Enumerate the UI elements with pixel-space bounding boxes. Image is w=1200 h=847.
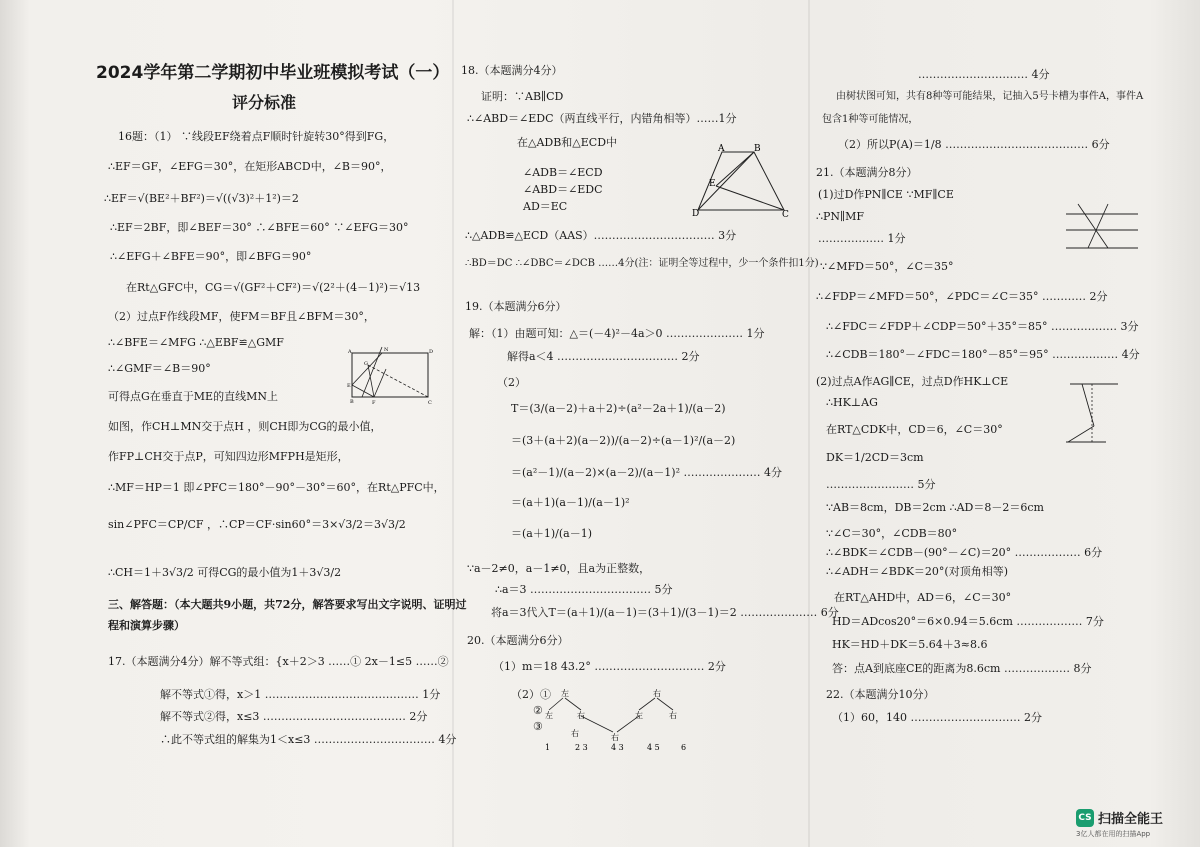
q20-continued: （2）所以P(A)＝1/8 ………………………………… 6分 (838, 138, 1110, 151)
tree-number: 2 3 (575, 743, 588, 752)
fig-label: E (347, 383, 351, 389)
tree-number: 4 5 (647, 743, 660, 752)
q19-line: T＝(3/(a－2)＋a＋2)÷(a²－2a＋1)/(a－2) (511, 402, 726, 415)
q19-line: 解：（1）由题可知：△＝(－4)²－4a＞0 ………………… 1分 (469, 327, 765, 340)
q20-line: ③ (533, 720, 543, 733)
q19-line: ＝(a＋1)/(a－1) (511, 527, 592, 540)
fig-label: A (718, 144, 725, 154)
q20-line: 20.（本题满分6分） (467, 634, 569, 647)
fig-label: D (692, 209, 700, 218)
q19-line: ∵a－2≠0，a－1≠0，且a为正整数， (467, 562, 651, 575)
fig-label: C (428, 400, 432, 406)
fig-label: E (709, 179, 716, 189)
scanner-logo-icon: CS (1076, 809, 1094, 827)
q19-line: 将a＝3代入T＝(a＋1)/(a－1)＝(3＋1)/(3－1)＝2 ………………… 6分 (491, 606, 839, 619)
q16-line: ∴EF＝GF，∠EFG＝30°，在矩形ABCD中，∠B＝90°， (108, 160, 392, 173)
tree-node: 右 (611, 733, 619, 742)
q18-line: ∴△ADB≌△ECD（AAS）…………………………… 3分 (465, 229, 737, 242)
q21-line: ∴∠FDP＝∠MFD＝50°，∠PDC＝∠C＝35° ………… 2分 (816, 290, 1108, 303)
q21-line: (1)过D作PN∥CE ∵MF∥CE (818, 188, 954, 201)
tree-diagram (541, 680, 711, 752)
middle-column (455, 0, 839, 847)
left-column (0, 0, 467, 847)
lamp-geometry-figure (1062, 378, 1122, 450)
fig-label: D (429, 349, 434, 355)
q19-line: ∴a＝3 …………………………… 5分 (495, 583, 673, 596)
q21-line: HK＝HD＋DK＝5.64＋3≈8.6 (832, 638, 988, 651)
tree-node: 右 (571, 729, 579, 738)
q16-line: ∴∠GMF＝∠B＝90° (108, 362, 211, 375)
tree-number: 6 (681, 743, 687, 752)
tree-node: 左 (545, 711, 553, 720)
q18-line: 18.（本题满分4分） (461, 64, 563, 77)
q16-line: ∴∠EFG＋∠BFE＝90°，即∠BFG＝90° (110, 250, 312, 263)
q18-line: 在△ADB和△ECD中 (517, 136, 618, 149)
q19-line: ＝(a²－1)/(a－2)×(a－2)/(a－1)² ………………… 4分 (511, 466, 782, 479)
q18-line: ∠ADB＝∠ECD (523, 166, 603, 179)
q17-line: ∴此不等式组的解集为1＜x≤3 …………………………… 4分 (160, 733, 457, 746)
q21-line: ∴∠FDC＝∠FDP＋∠CDP＝50°＋35°＝85° ……………… 3分 (826, 320, 1139, 333)
q16-line: ∴MF＝HP＝1 即∠PFC＝180°－90°－30°＝60°，在Rt△PFC中， (108, 481, 445, 494)
q16-line: （2）过点F作线段MF，使FM＝BF且∠BFM＝30°， (108, 310, 375, 323)
q21-line: ∵∠C＝30°，∠CDB＝80° (826, 527, 958, 540)
q20-line: （1）m＝18 43.2° ………………………… 2分 (493, 660, 726, 673)
trapezoid-geometry-figure (692, 142, 790, 218)
fig-label: A (348, 349, 352, 355)
section-heading: 程和演算步骤） (108, 619, 185, 632)
q21-line: ∵∠MFD＝50°，∠C＝35° (820, 260, 954, 273)
q16-line: sin∠PFC＝CP/CF ，∴CP＝CF·sin60°＝3×√3/2＝3√3/2 (108, 518, 406, 531)
q19-line: 19.（本题满分6分） (465, 300, 567, 313)
q21-line: 21.（本题满分8分） (816, 166, 918, 179)
fig-label: N (384, 347, 389, 353)
q21-line: ∵AB＝8cm，DB＝2cm ∴AD＝8－2＝6cm (826, 501, 1044, 514)
tree-node: 右 (577, 711, 585, 720)
right-column (812, 0, 1200, 847)
tree-node: 左 (561, 689, 569, 698)
fig-label: G (364, 361, 368, 367)
q21-line: ……………… 1分 (818, 232, 906, 245)
q16-line: 如图，作CH⊥MN交于点H ，则CH即为CG的最小值， (108, 420, 382, 433)
q21-line: ∴∠BDK＝∠CDB－(90°－∠C)＝20° ……………… 6分 (826, 546, 1103, 559)
q18-line: ∴BD＝DC ∴∠DBC＝∠DCB ……4分(注：证明全等过程中，少一个条件扣1分) (465, 258, 819, 269)
q21-line: 在RT△AHD中，AD＝6，∠C＝30° (834, 591, 1012, 604)
q21-line: ∴∠CDB＝180°－∠FDC＝180°－85°＝95° ……………… 4分 (826, 348, 1140, 361)
q22-line: 22.（本题满分10分） (826, 688, 935, 701)
q18-line: ∴∠ABD＝∠EDC（两直线平行，内错角相等）……1分 (467, 112, 737, 125)
q21-line: HD＝ADcos20°＝6×0.94＝5.6cm ……………… 7分 (832, 615, 1104, 628)
page-subtitle: 评分标准 (232, 93, 297, 112)
tree-node: 左 (635, 711, 643, 720)
q16-line: 作FP⊥CH交于点P，可知四边形MFPH是矩形， (108, 450, 349, 463)
tree-number: 1 (545, 743, 551, 752)
q16-line: 可得点G在垂直于ME的直线MN上 (108, 390, 278, 403)
q20-line: ② (533, 704, 543, 717)
q20-continued: ………………………… 4分 (918, 68, 1050, 81)
q20-line: （2）① (511, 688, 551, 701)
q20-continued: 包含1种等可能情况， (822, 114, 919, 125)
q19-line: （2） (497, 376, 526, 389)
q18-line: AD＝EC (523, 200, 568, 213)
q21-line: DK＝1/2CD＝3cm (826, 451, 924, 464)
fig-label: B (754, 144, 761, 154)
tree-node: 右 (669, 711, 677, 720)
q17-line: 解不等式②得，x≤3 ………………………………… 2分 (160, 710, 428, 723)
q21-line: (2)过点A作AG∥CE，过点D作HK⊥CE (816, 375, 1009, 388)
q16-line: ∴EF＝√(BE²＋BF²)＝√((√3)²＋1²)＝2 (104, 192, 299, 205)
q21-line: 答：点A到底座CE的距离为8.6cm ……………… 8分 (832, 662, 1092, 675)
q21-line: 在RT△CDK中，CD＝6，∠C＝30° (826, 423, 1003, 436)
q21-line: ∴∠ADH＝∠BDK＝20°(对顶角相等) (826, 565, 1008, 578)
q18-line: 证明：∵AB∥CD (481, 90, 564, 103)
fig-label: F (372, 400, 376, 406)
fold-line (808, 0, 810, 847)
q17-line: 解不等式①得，x＞1 …………………………………… 1分 (160, 688, 441, 701)
q19-line: 解得a＜4 …………………………… 2分 (507, 350, 700, 363)
q19-line: ＝(a＋1)(a－1)/(a－1)² (511, 496, 630, 509)
q17-line: 17.（本题满分4分）解不等式组：{x＋2＞3 ……① 2x－1≤5 ……② (108, 655, 449, 668)
q22-line: （1）60，140 ………………………… 2分 (832, 711, 1042, 724)
tree-number: 4 3 (611, 743, 624, 752)
q16-line: ∴∠BFE＝∠MFG ∴△EBF≌△GMF (108, 336, 284, 349)
page-title: 2024学年第二学期初中毕业班模拟考试（一） (96, 63, 450, 83)
q18-line: ∠ABD＝∠EDC (523, 183, 603, 196)
q16-line: 在Rt△GFC中，CG＝√(GF²＋CF²)＝√(2²＋(4－1)²)＝√13 (126, 281, 421, 294)
q21-line: ∴HK⊥AG (826, 396, 878, 409)
tree-node: 右 (653, 689, 661, 698)
q21-line: …………………… 5分 (826, 478, 936, 491)
q20-continued: 由树状图可知，共有8种等可能结果，记抽入5号卡槽为事件A，事件A (836, 91, 1144, 102)
fold-line (452, 0, 454, 847)
scanner-watermark (1076, 807, 1186, 839)
section-heading: 三、解答题：（本大题共9小题，共72分，解答要求写出文字说明、证明过 (108, 598, 467, 611)
q16-line: ∴EF＝2BF，即∠BEF＝30° ∴∠BFE＝60° ∵∠EFG＝30° (110, 221, 409, 234)
scanner-tagline: 3亿人都在用的扫描App (1076, 830, 1151, 838)
q16-line: ∴CH＝1＋3√3/2 可得CG的最小值为1＋3√3/2 (108, 566, 342, 579)
q21-line: ∴PN∥MF (816, 210, 865, 223)
fig-label: C (782, 210, 789, 218)
q16-line: 16题：（1） ∵线段EF绕着点F顺时针旋转30°得到FG， (118, 130, 395, 143)
rectangle-geometry-figure (346, 345, 436, 407)
scanner-app-name: 扫描全能王 (1098, 812, 1164, 827)
fig-label: B (350, 399, 354, 405)
parallel-lines-figure (1064, 196, 1140, 256)
q19-line: ＝(3＋(a＋2)(a－2))/(a－2)÷(a－1)²/(a－2) (511, 434, 736, 447)
